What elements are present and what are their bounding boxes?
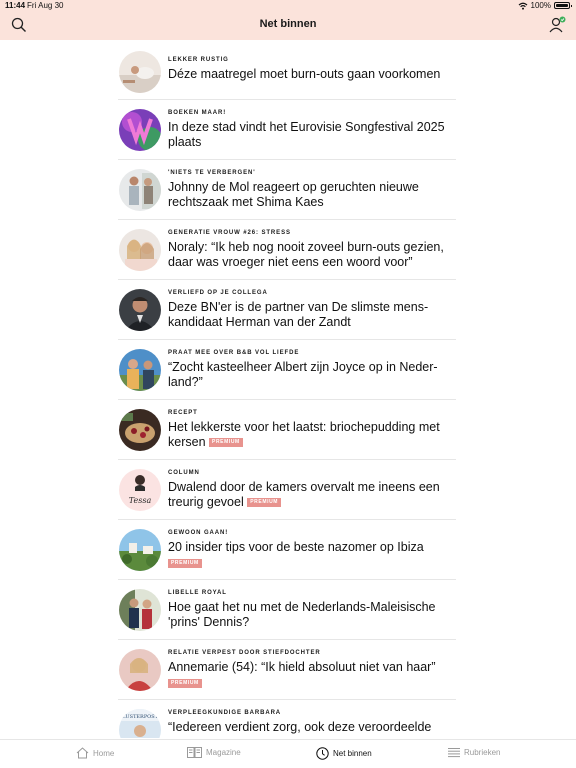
premium-badge: PREMIUM	[168, 679, 202, 688]
article-item[interactable]	[118, 640, 456, 700]
tab-net-binnen[interactable]	[316, 747, 372, 760]
notification-dot	[560, 17, 566, 23]
article-kicker: GEWOON GAAN!	[168, 530, 229, 536]
article-headline: Johnny de Mol reageert op geruchten nieuwe rechtszaak met Shima Kaes	[168, 180, 419, 209]
article-item[interactable]	[118, 340, 456, 400]
article-kicker: RECEPT	[168, 410, 198, 416]
battery-icon	[554, 2, 570, 9]
user-icon[interactable]	[548, 16, 566, 34]
article-item[interactable]	[118, 700, 456, 738]
article-headline: Déze maatregel moet burn-outs gaan voorkomen	[168, 67, 441, 81]
article-kicker: RELATIE VERPEST DOOR STIEFDOCHTER	[168, 650, 321, 656]
tab-label: Magazine	[206, 748, 241, 757]
premium-badge: PREMIUM	[209, 438, 243, 447]
article-item[interactable]	[118, 400, 456, 460]
article-thumbnail	[119, 289, 161, 331]
article-headline	[168, 420, 456, 450]
status-right	[518, 1, 570, 10]
article-thumbnail	[119, 709, 161, 738]
article-item[interactable]	[118, 580, 456, 640]
article-list[interactable]	[118, 40, 456, 738]
article-headline: “Zocht kasteelheer Albert zijn Joyce op in Neder-land?”	[168, 360, 438, 389]
page-title: Net binnen	[259, 18, 317, 30]
article-headline	[168, 480, 456, 510]
article-item[interactable]	[118, 40, 456, 100]
home-icon	[76, 747, 89, 759]
clock-icon	[316, 747, 329, 760]
tab-magazine[interactable]	[187, 747, 241, 758]
magazine-icon	[187, 747, 202, 758]
wifi-icon	[518, 2, 528, 10]
article-thumbnail	[119, 469, 161, 511]
article-kicker: 'NIETS TE VERBERGEN'	[168, 170, 256, 176]
tab-label: Net binnen	[333, 749, 372, 758]
article-kicker: LIBELLE ROYAL	[168, 590, 227, 596]
article-thumbnail	[119, 169, 161, 211]
article-headline: Hoe gaat het nu met de Nederlands-Maleisische 'prins' Dennis?	[168, 600, 436, 629]
article-item[interactable]	[118, 520, 456, 580]
article-item[interactable]	[118, 460, 456, 520]
column-thumb-text: Tessa	[128, 496, 152, 505]
tab-rubrieken[interactable]	[448, 747, 500, 758]
article-thumbnail	[119, 229, 161, 271]
status-bar	[0, 0, 576, 12]
bottom-tab-bar	[0, 739, 576, 768]
article-kicker: LEKKER RUSTIG	[168, 57, 229, 63]
article-thumbnail	[119, 349, 161, 391]
article-headline: Annemarie (54): “Ik hield absoluut niet van haar”	[168, 660, 436, 674]
article-thumbnail	[119, 649, 161, 691]
status-time: 11:44	[5, 1, 26, 10]
article-headline: Noraly: “Ik heb nog nooit zoveel burn-outs gezien, daar was vroeger niet eens een woord voor”	[168, 240, 444, 269]
article-kicker: VERPLEEGKUNDIGE BARBARA	[168, 710, 282, 716]
article-headline: In deze stad vindt het Eurovisie Songfestival 2025 plaats	[168, 120, 445, 149]
article-thumbnail	[119, 51, 161, 93]
article-thumbnail	[119, 409, 161, 451]
article-headline: 20 insider tips voor de beste nazomer op Ibiza	[168, 540, 424, 554]
list-icon	[448, 747, 460, 758]
article-thumbnail	[119, 109, 161, 151]
article-thumbnail	[119, 589, 161, 631]
article-item[interactable]	[118, 220, 456, 280]
article-kicker: VERLIEFD OP JE COLLEGA	[168, 290, 268, 296]
battery-percent: 100%	[530, 1, 551, 10]
tab-home[interactable]	[76, 747, 114, 759]
article-kicker: BOEKEN MAAR!	[168, 110, 227, 116]
article-item[interactable]	[118, 100, 456, 160]
article-kicker: GENERATIE VROUW #26: STRESS	[168, 230, 291, 236]
article-kicker: PRAAT MEE OVER B&B VOL LIEFDE	[168, 350, 300, 356]
article-thumbnail	[119, 529, 161, 571]
article-headline: “Iedereen verdient zorg, ook deze veroordeelde	[168, 720, 432, 734]
tab-label: Home	[93, 748, 115, 758]
headline-text: Dwalend door de kamers overvalt me ineens een treurig gevoel	[168, 480, 440, 509]
article-headline: Deze BN'er is de partner van De slimste mens-kandidaat Herman van der Zandt	[168, 300, 429, 329]
article-kicker: COLUMN	[168, 470, 200, 476]
headline-text: Het lekkerste voor het laatst: briochepudding met kersen	[168, 420, 440, 449]
tab-label: Rubrieken	[464, 748, 501, 757]
app-header	[0, 12, 576, 40]
zusterpost-text: ZUSTERPOST	[121, 714, 159, 720]
status-date: Fri Aug 30	[27, 1, 64, 10]
premium-badge: PREMIUM	[247, 498, 281, 507]
article-item[interactable]	[118, 280, 456, 340]
article-item[interactable]	[118, 160, 456, 220]
premium-badge: PREMIUM	[168, 559, 202, 568]
